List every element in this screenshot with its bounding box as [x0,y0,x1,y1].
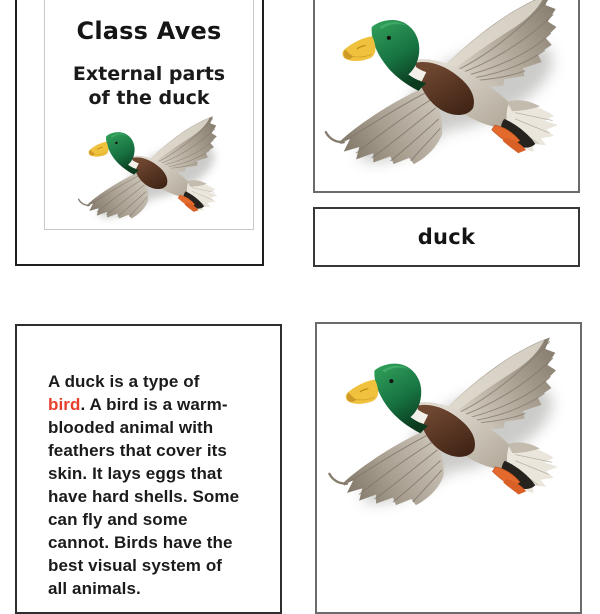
duck-image [324,332,569,516]
description-line: cannot. Birds have the [48,533,233,552]
description-line: feathers that cover its [48,441,227,460]
description-line: bird. A bird is a warm- [48,395,228,414]
card-subtitle-line: of the duck [88,87,210,109]
duck-image-small [75,113,225,225]
highlighted-term: bird [48,395,81,414]
duck-label: duck [417,225,476,249]
description-line: best visual system of [48,556,223,575]
description-line: all animals. [48,579,141,598]
picture-card-top [313,0,580,193]
title-card [15,0,264,266]
description-line: have hard shells. Some [48,487,240,506]
description-text [48,370,239,600]
description-card [15,324,282,614]
card-subtitle-line: External parts [72,63,226,85]
picture-card-bottom [315,322,582,614]
title-card-inner [44,0,254,230]
description-line: A duck is a type of [48,372,200,391]
card-title: Class Aves [76,17,222,45]
description-line: skin. It lays eggs that [48,464,223,483]
label-card [313,207,580,267]
duck-image [320,0,570,175]
description-line: blooded animal with [48,418,214,437]
card-subtitle [45,62,253,110]
description-line: can fly and some [48,510,188,529]
